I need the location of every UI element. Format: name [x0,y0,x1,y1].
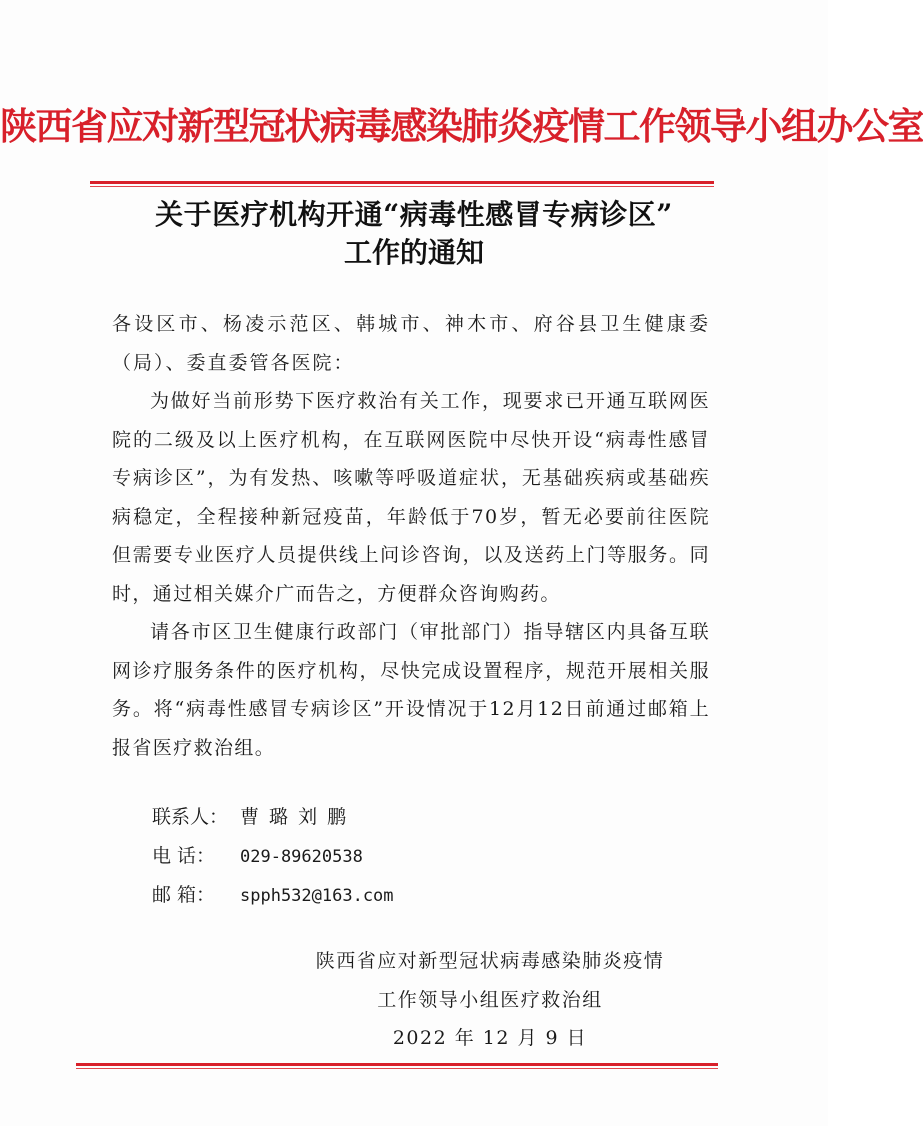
contact-person-label: 联系人： [152,806,229,828]
footer-red-rule-thin [76,1068,718,1069]
header-red-rule-thin [90,186,714,187]
document-title-line2: 工作的通知 [343,236,484,269]
signature-date: 2022 年 12 月 9 日 [392,1027,588,1049]
header-red-rule [90,181,714,184]
email-label: 邮 箱： [152,884,216,906]
body-paragraph-1: 为做好当前形势下医疗救治有关工作，现要求已开通互联网医院的二级及以上医疗机构，在互联网医院中尽快开设“病毒性感冒专病诊区”，为有发热、咳嗽等呼吸道症状，无基础疾病或基础疾病稳定，全程接种新冠疫苗，年龄低于70岁，暂无必要前往医院但需要专业医疗人员提供线上问诊咨询，以及送药上门等服务。同时，通过相关媒介广而告之，方便群众咨询购药。 [112,390,710,605]
email-row [152,876,394,916]
contact-block [152,798,394,916]
email-value: spph532@163.com [240,886,394,906]
document-title [0,196,828,272]
contact-person-value: 曹 璐 刘 鹏 [240,806,349,828]
signature-org-line2: 工作领导小组医疗救治组 [377,988,603,1011]
issuer-header: 陕西省应对新型冠状病毒感染肺炎疫情工作领导小组办公室 [0,104,923,148]
document-body [112,305,710,767]
addressee: 各设区市、杨凌示范区、韩城市、神木市、府谷县卫生健康委（局）、委直委管各医院： [112,313,710,374]
phone-row [152,837,394,877]
document-title-line1: 关于医疗机构开通“病毒性感冒专病诊区” [155,198,673,231]
phone-value: 029-89620538 [240,846,363,867]
signature-block [280,942,700,1058]
body-paragraph-2: 请各市区卫生健康行政部门（审批部门）指导辖区内具备互联网诊疗服务条件的医疗机构，尽快完成设置程序，规范开展相关服务。将“病毒性感冒专病诊区”开设情况于12月12日前通过邮箱上报省医疗救治组。 [112,621,710,759]
signature-org-line1: 陕西省应对新型冠状病毒感染肺炎疫情 [315,950,665,972]
contact-person-row [152,798,394,837]
footer-red-rule [76,1063,718,1066]
phone-label: 电 话： [152,844,216,867]
